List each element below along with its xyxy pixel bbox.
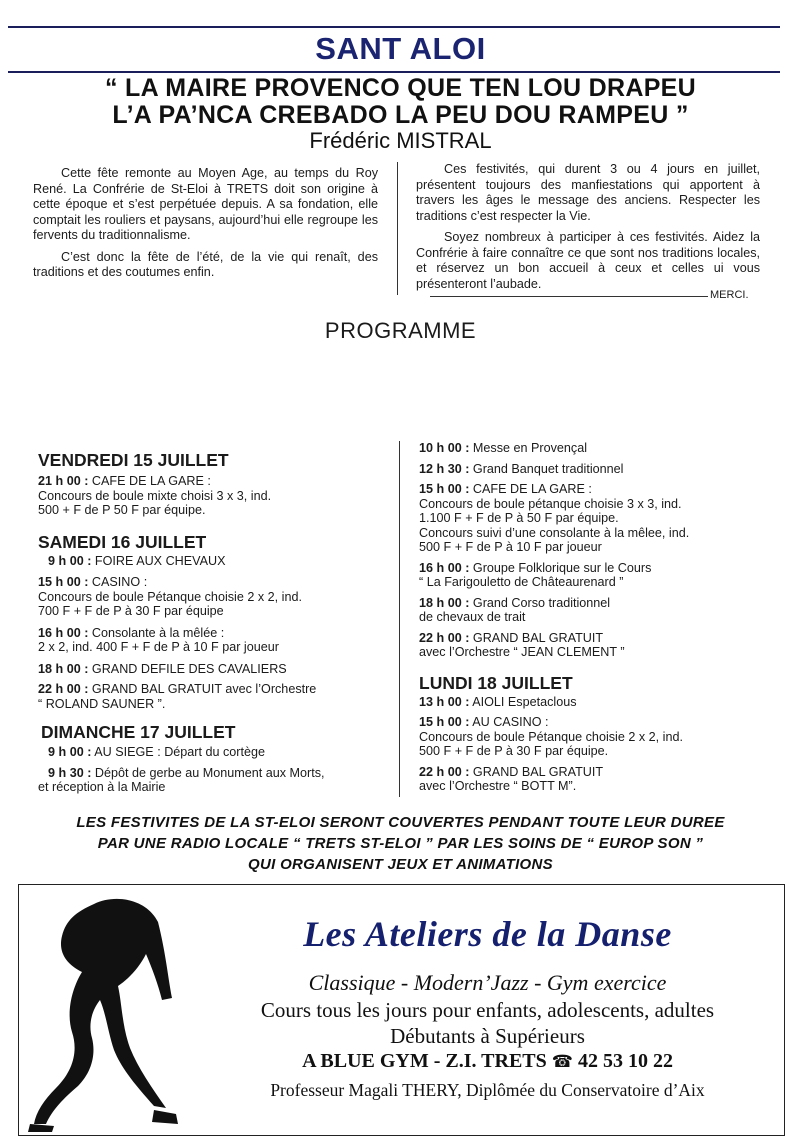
event [38,662,393,677]
intro-paragraph: Cette fête remonte au Moyen Age, au temps du Roy René. La Confrérie de St-Eloi à TRETS doit son origine à cette époque et s’est perpétuée depuis. A sa fondation, elle comptait les rouliers et paysans, aujourd’hui elle regroupe les fervents du traditionnalisme. [33,166,378,242]
ad-gym-name: A BLUE GYM - Z.I. TRETS [302,1050,547,1072]
event-time: 9 h 30 : [48,765,92,780]
event [38,626,393,655]
title-underline [8,71,780,73]
phone-icon: ☎ [551,1052,573,1071]
intro-paragraph: Soyez nombreux à participer à ces festivités. Aidez la Confrérie à faire connaître ce que sont nos traditions locales, et réservez un bon accueil à ceux et celles ui vous présenteront l’aubade. [416,230,760,291]
event-title: Groupe Folklorique sur le Cours [469,560,652,575]
event [38,682,393,711]
event [419,596,779,625]
quote-author: Frédéric MISTRAL [309,128,492,153]
event-detail: “ ROLAND SAUNER ”. [38,696,166,711]
event-title: Messe en Provençal [469,441,588,455]
ad-levels: Débutants à Supérieurs [390,1024,585,1048]
event-title: GRAND BAL GRATUIT [469,630,604,645]
event-time: 18 h 00 : [419,595,470,610]
event [419,695,779,710]
event-time: 12 h 30 : [419,461,470,476]
event-time: 16 h 00 : [419,560,470,575]
event-title: Grand Corso traditionnel [469,595,611,610]
event-title: CAFE DE LA GARE : [469,482,592,496]
dancer-illustration [26,892,196,1132]
event-detail: 2 x 2, ind. 400 F + F de P à 10 F par joueur [38,640,279,654]
event-detail: Concours de boule pétanque choisie 3 x 3, ind. [419,496,682,511]
event-time: 16 h 00 : [38,625,89,640]
event-title: Grand Banquet traditionnel [469,461,624,476]
event-detail: avec l’Orchestre “ JEAN CLEMENT ” [419,645,625,659]
intro-paragraph: C’est donc la fête de l’été, de la vie qui renaît, des traditions et des coutumes enfin. [33,249,378,279]
merci-signature: MERCI. [710,289,749,301]
intro-paragraph: Ces festivités, qui durent 3 ou 4 jours en juillet, présentent toujours des manfiestations qui apportent à travers les âges le message des anciens. Respecter les traditions c’est respecter la Vie. [416,162,760,223]
event [38,554,393,569]
event [419,631,779,660]
event-title: CASINO : [88,575,148,589]
event-title: AU SIEGE : Départ du cortège [91,745,266,759]
event-time: 15 h 00 : [419,715,470,729]
event [419,715,779,759]
day-heading: LUNDI 18 JUILLET [419,672,573,693]
event-detail: Concours de boule Pétanque choisie 2 x 2, ind. [38,589,302,604]
event-title: FOIRE AUX CHEVAUX [91,553,226,568]
event-title: GRAND BAL GRATUIT avec l’Orchestre [88,682,317,696]
intro-left-column [33,166,378,287]
event-detail: Concours de boule mixte choisi 3 x 3, ind. [38,488,272,503]
event-detail: Concours de boule Pétanque choisie 2 x 2, ind. [419,729,683,744]
day-heading: VENDREDI 15 JUILLET [38,450,229,470]
event-time: 15 h 00 : [38,575,89,589]
event-detail: 500 F + F de P à 30 F par équipe. [419,744,609,758]
event-time: 13 h 00 : [419,694,470,709]
event-time: 22 h 00 : [419,630,470,645]
ad-courses: Cours tous les jours pour enfants, adolescents, adultes [260,998,715,1022]
event-detail: Concours suivi d’une consolante à la mêlee, ind. [419,525,690,540]
event [38,745,393,760]
radio-notice-line-2: PAR UNE RADIO LOCALE “ TRETS ST-ELOI ” PAR LES SOINS DE “ EUROP SON ” [97,835,704,852]
event [419,441,779,456]
top-rule [8,26,780,28]
programme-heading: PROGRAMME [324,318,477,343]
day-heading: SAMEDI 16 JUILLET [38,531,207,552]
event [419,482,779,555]
ad-disciplines: Classique - Modern’Jazz - Gym exercice [308,970,667,995]
event-time: 22 h 00 : [38,682,89,696]
ad-title: Les Ateliers de la Danse [303,914,672,954]
event [38,766,393,795]
event-time: 21 h 00 : [38,474,89,488]
event [38,575,393,619]
event [419,765,779,794]
event-detail: 700 F + F de P à 30 F par équipe [38,604,224,618]
event-title: AIOLI Espetaclous [469,694,577,709]
programme-left-column [38,450,393,795]
event-title: AU CASINO : [469,715,549,729]
ad-phone: 42 53 10 22 [577,1050,673,1072]
event-detail: 500 + F de P 50 F par équipe. [38,503,206,517]
radio-notice-line-1: LES FESTIVITES DE LA ST-ELOI SERONT COUVERTES PENDANT TOUTE LEUR DUREE [76,814,725,831]
event [38,474,393,518]
intro-right-column [416,162,760,298]
event-detail: 1.100 F + F de P à 50 F par équipe. [419,511,619,525]
programme-right-column [419,441,779,794]
event-title: CAFE DE LA GARE : [88,474,211,488]
event-detail: de chevaux de trait [419,610,526,624]
event-time: 9 h 00 : [48,553,92,568]
event-title: Consolante à la mêlée : [88,625,225,640]
event-detail: et réception à la Mairie [38,780,166,794]
event-detail: 500 F + F de P à 10 F par joueur [419,540,602,554]
event [419,462,779,477]
ad-contact [200,1050,775,1073]
quote-line-2: L’A PA’NCA CREBADO LA PEU DOU RAMPEU ” [112,101,689,129]
event-title: GRAND DEFILE DES CAVALIERS [88,661,287,676]
event-title: Dépôt de gerbe au Monument aux Morts, [91,765,325,780]
event-time: 9 h 00 : [48,745,92,759]
event-time: 22 h 00 : [419,764,470,779]
programme-divider [399,441,400,797]
ad-teacher: Professeur Magali THERY, Diplômée du Conservatoire d’Aix [270,1080,705,1100]
event-time: 18 h 00 : [38,661,89,676]
merci-line [430,296,708,297]
event-time: 15 h 00 : [419,482,470,496]
event [419,561,779,590]
intro-divider [397,162,398,295]
page-title: SANT ALOI [315,31,486,66]
event-detail: “ La Farigouletto de Châteaurenard ” [419,575,624,589]
event-title: GRAND BAL GRATUIT [469,764,604,779]
event-detail: avec l’Orchestre “ BOTT M”. [419,779,577,793]
quote-line-1: “ LA MAIRE PROVENCO QUE TEN LOU DRAPEU [104,74,697,102]
event-time: 10 h 00 : [419,441,470,455]
day-heading: DIMANCHE 17 JUILLET [41,722,236,742]
radio-notice-line-3: QUI ORGANISENT JEUX ET ANIMATIONS [248,856,553,873]
